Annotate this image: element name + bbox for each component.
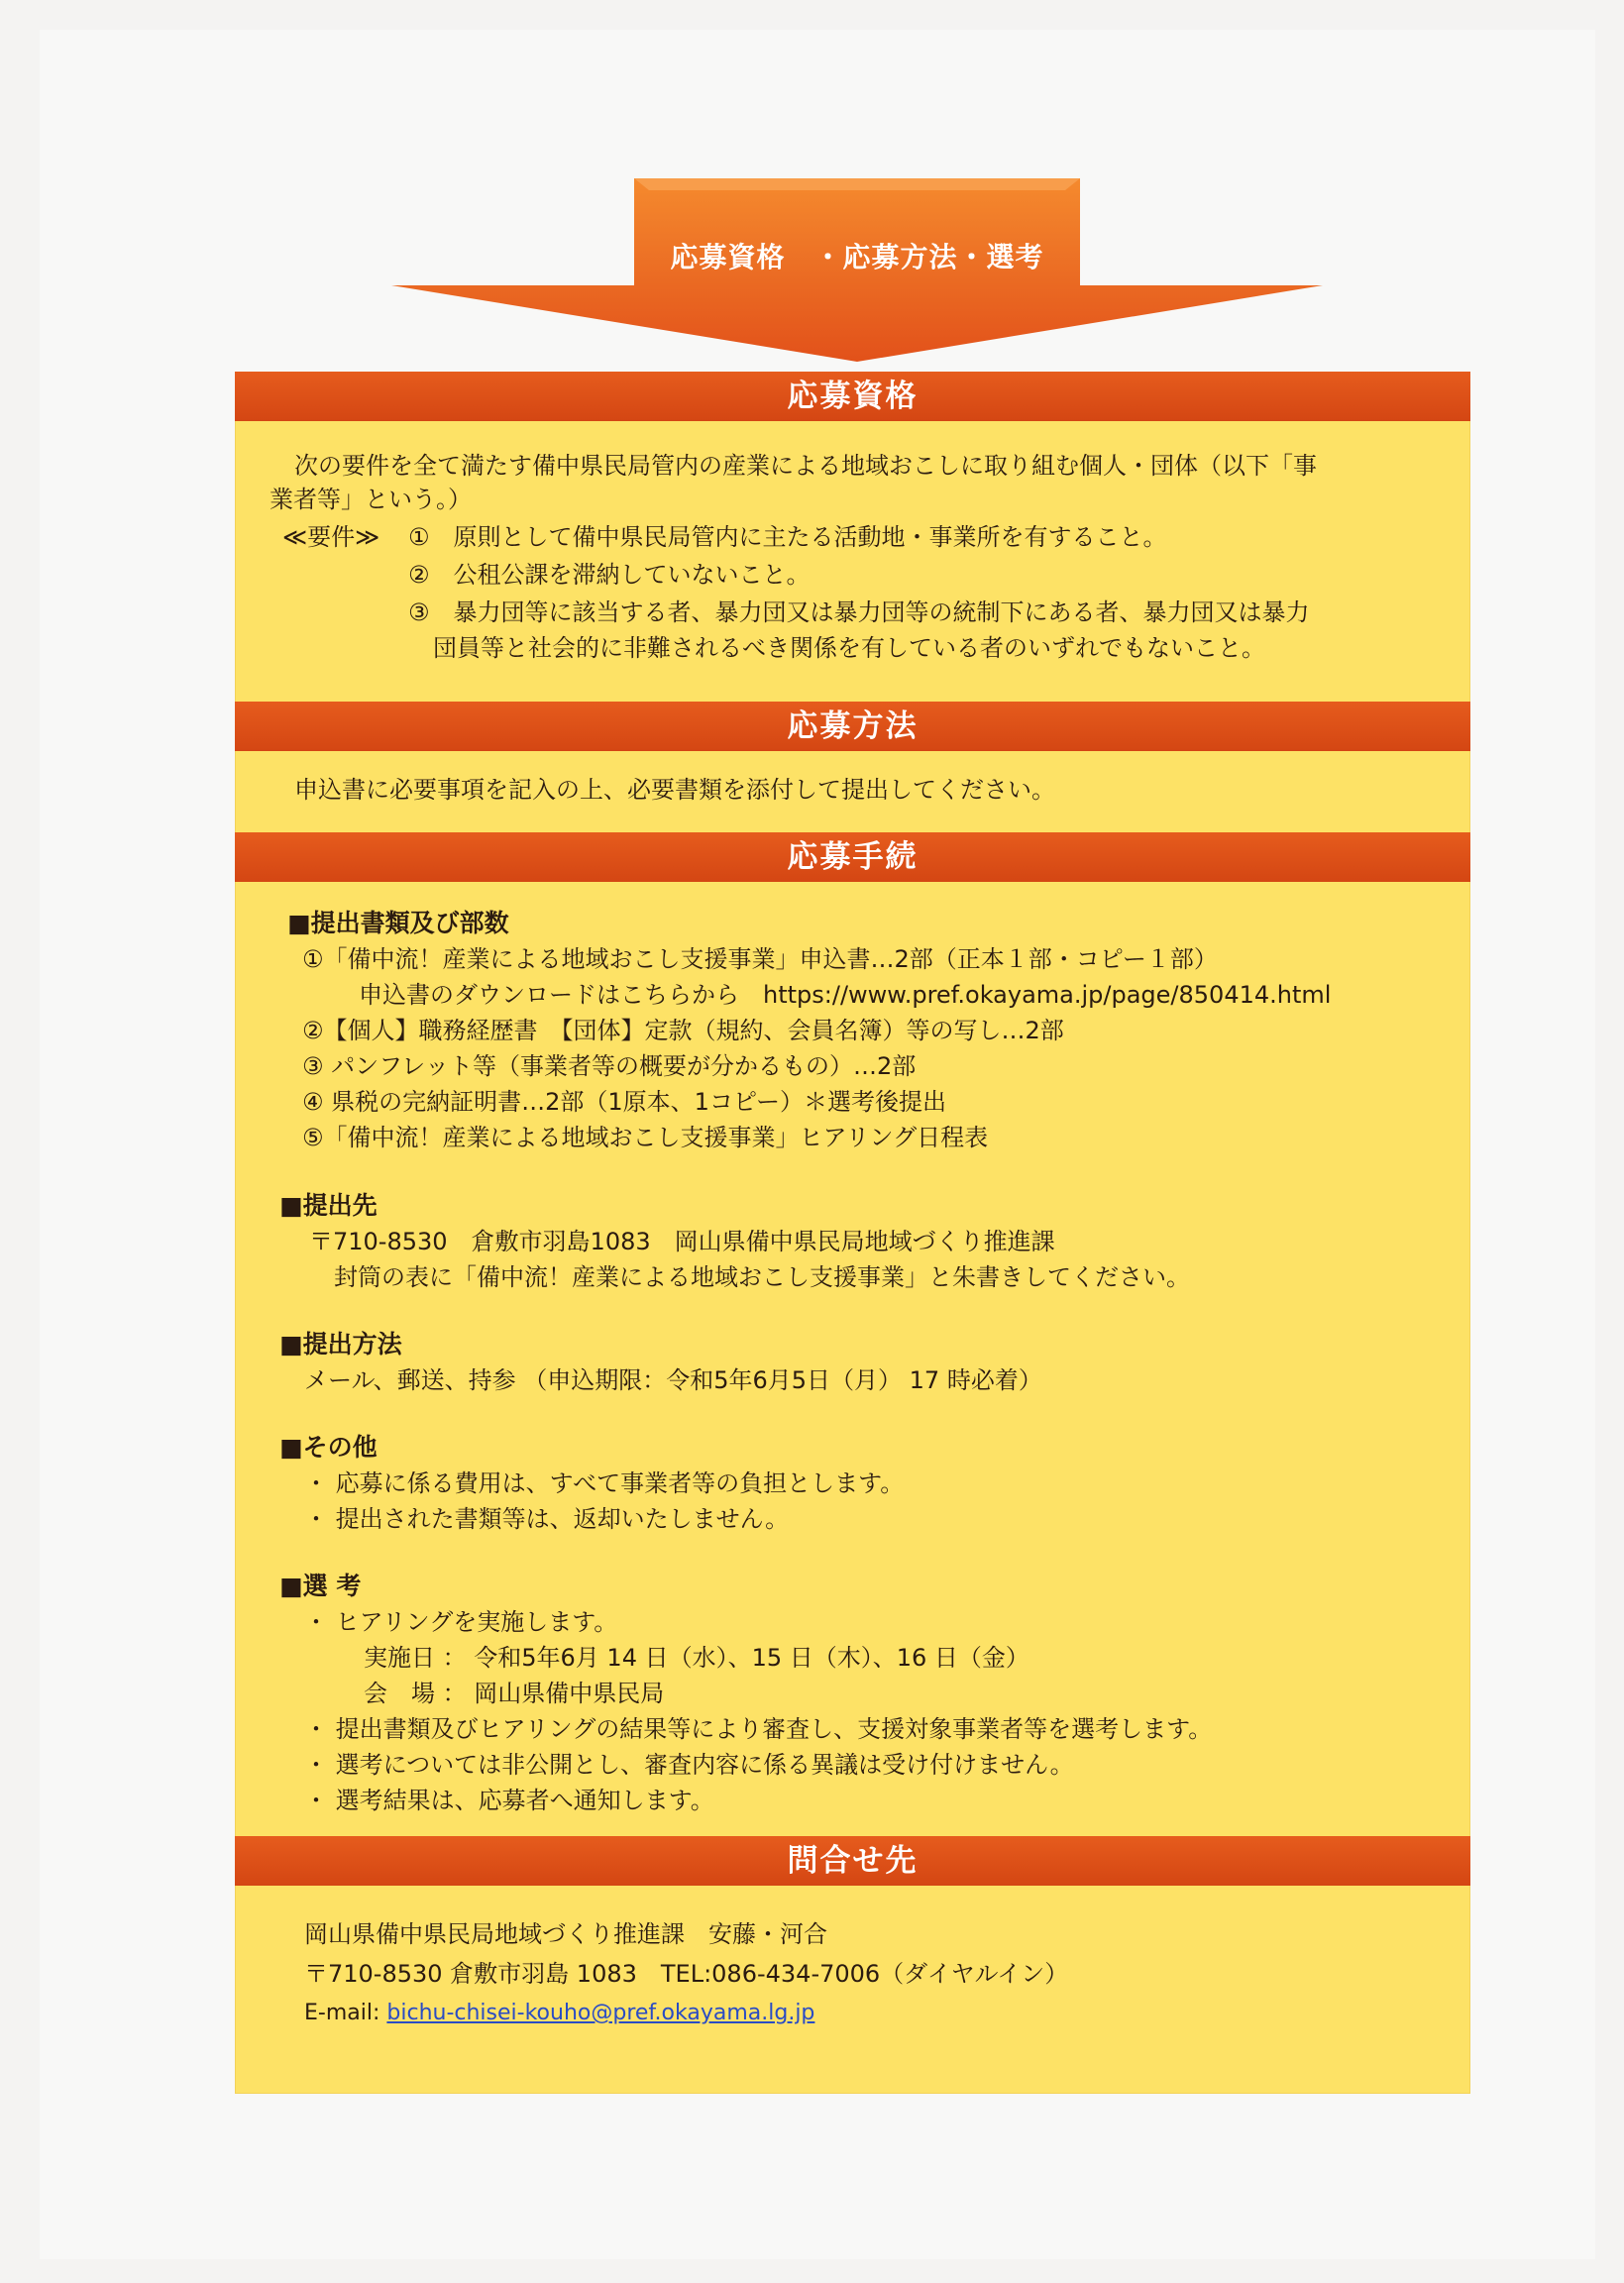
selection-venue: 会 場 ： 岡山県備中県民局 [364, 1680, 665, 1707]
selection-item-3: ・ 選考については非公開とし、審査内容に係る異議は受け付けません。 [304, 1751, 1074, 1779]
procedure-heading: 応募手続 [235, 832, 1470, 882]
requirement-3-line-2: 団員等と社会的に非難されるべき関係を有している者のいずれでもないこと。 [433, 634, 1265, 662]
email-link[interactable]: bichu-chisei-kouho@pref.okayama.lg.jp [386, 2001, 815, 2025]
destination-envelope-note: 封筒の表に「備中流！産業による地域おこし支援事業」と朱書きしてください。 [334, 1263, 1190, 1291]
contact-address-phone: 〒710-8530 倉敷市羽島 1083 TEL:086-434-7006（ダイヤルイン） [304, 1960, 1069, 1988]
other-heading: ■その他 [279, 1433, 378, 1462]
document-4: ④ 県税の完納証明書…2部（1原本、1コピー）＊選考後提出 [302, 1088, 946, 1116]
other-item-2: ・ 提出された書類等は、返却いたしません。 [304, 1505, 790, 1533]
qualification-intro-line-1: 次の要件を全て満たす備中県民局管内の産業による地域おこしに取り組む個人・団体（以下「事 [294, 452, 1317, 480]
other-item-1: ・ 応募に係る費用は、すべて事業者等の負担とします。 [304, 1469, 905, 1497]
requirement-3-line-1: ③ 暴力団等に該当する者、暴力団又は暴力団等の統制下にある者、暴力団又は暴力 [408, 598, 1310, 626]
document-5: ⑤「備中流！産業による地域おこし支援事業」ヒアリング日程表 [302, 1124, 989, 1151]
qualification-heading: 応募資格 [235, 372, 1470, 421]
selection-date: 実施日 ： 令和5年6月 14 日（水）、15 日（木）、16 日（金） [364, 1644, 1029, 1672]
document-page [40, 30, 1595, 2259]
email-label: E-mail: [304, 2001, 387, 2025]
info-panel [235, 372, 1470, 2094]
qualification-intro-line-2: 業者等」という。） [270, 486, 472, 513]
destination-address: 〒710-8530 倉敷市羽島1083 岡山県備中県民局地域づくり推進課 [309, 1228, 1055, 1255]
contact-email-line [304, 1997, 814, 2030]
documents-heading: ■提出書類及び部数 [287, 909, 509, 937]
document-3: ③ パンフレット等（事業者等の概要が分かるもの）…2部 [302, 1052, 917, 1080]
requirements-label: ≪要件≫ [282, 523, 380, 551]
contact-heading: 問合せ先 [235, 1836, 1470, 1886]
submission-method-heading: ■提出方法 [279, 1330, 402, 1359]
destination-heading: ■提出先 [279, 1191, 378, 1220]
selection-item-4: ・ 選考結果は、応募者へ通知します。 [304, 1787, 714, 1814]
document-1-download-note: 申込書のダウンロードはこちらから https://www.pref.okayama.jp/page/850414.html [359, 981, 1332, 1009]
contact-office: 岡山県備中県民局地域づくり推進課 安藤・河合 [304, 1920, 827, 1948]
banner-title: 応募資格 ・応募方法・選考 [670, 241, 1044, 273]
selection-heading: ■選 考 [279, 1572, 362, 1600]
selection-item-1: ・ ヒアリングを実施します。 [304, 1608, 618, 1636]
requirement-1: ① 原則として備中県民局管内に主たる活動地・事業所を有すること。 [408, 523, 1167, 551]
method-text: 申込書に必要事項を記入の上、必要書類を添付して提出してください。 [294, 776, 1055, 804]
submission-method-text: メール、郵送、持参 （申込期限：令和5年6月5日（月） 17 時必着） [304, 1366, 1042, 1394]
document-1: ①「備中流！産業による地域おこし支援事業」申込書…2部（正本１部・コピー１部） [302, 945, 1218, 973]
header-arrow-banner [391, 178, 1323, 362]
method-heading: 応募方法 [235, 702, 1470, 751]
requirement-2: ② 公租公課を滞納していないこと。 [408, 561, 811, 589]
document-2: ②【個人】職務経歴書 【団体】定款（規約、会員名簿）等の写し…2部 [302, 1017, 1064, 1044]
selection-item-2: ・ 提出書類及びヒアリングの結果等により審査し、支援対象事業者等を選考します。 [304, 1715, 1213, 1743]
